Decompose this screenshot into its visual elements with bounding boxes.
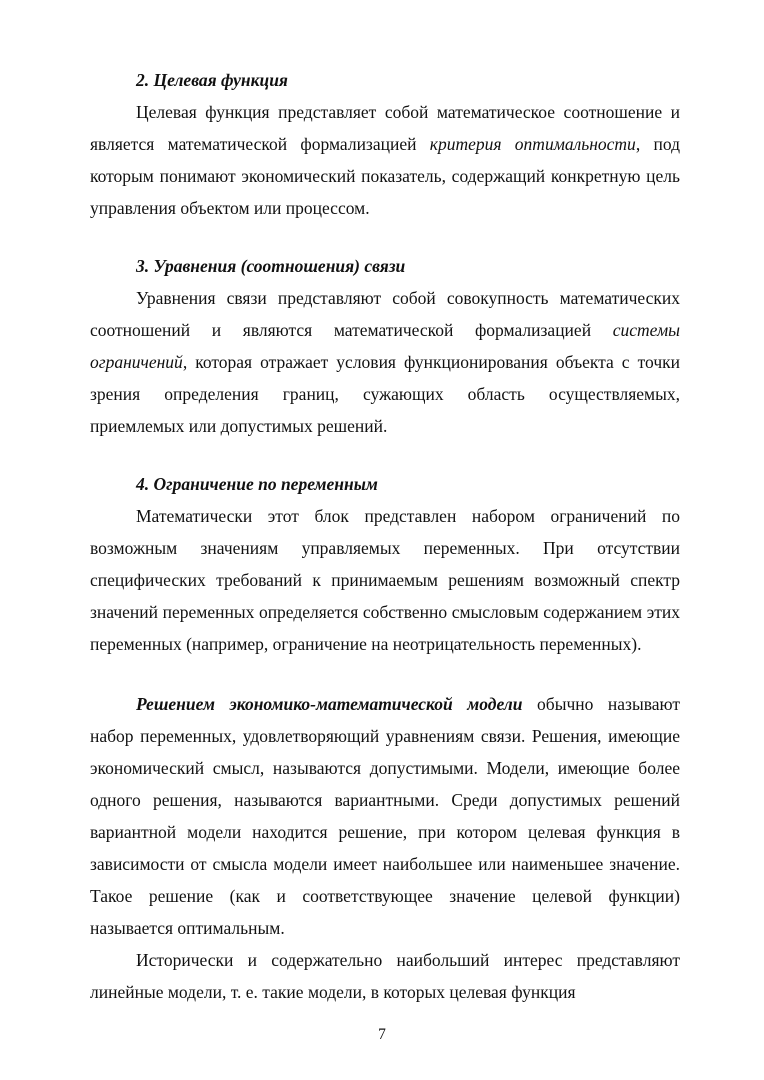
page-content (90, 64, 680, 1008)
section-heading-3: 3. Уравнения (соотношения) связи (136, 256, 406, 276)
paragraph-variable-constraints (90, 500, 680, 660)
text-segment: Математически этот блок представлен набором ограничений по возможным значениям управляемых переменных. При отсутствии специфических требований к принимаемым решениям возможный спектр значений переменных определяется собственно смысловым содержанием этих переменных (например, ограничение на неотрицательность переменных). (90, 506, 680, 654)
text-segment-italic: системы ограничений (90, 320, 680, 372)
text-segment: Уравнения связи представляют собой совокупность математических соотношений и являются математической формализацией (90, 288, 680, 340)
section-heading-2: 2. Целевая функция (136, 70, 288, 90)
page-number: 7 (378, 1026, 386, 1043)
paragraph-objective-function (90, 96, 680, 224)
text-segment: , под которым понимают экономический показатель, содержащий конкретную цель управления объектом или процессом. (90, 134, 681, 218)
paragraph-linear-models (90, 944, 680, 1008)
text-segment-italic: критерия оптимальности (429, 134, 636, 154)
paragraph-constraint-equations (90, 282, 680, 442)
text-segment: Целевая функция представляет собой математическое соотношение и является математической формализацией (90, 102, 680, 154)
text-segment: Исторически и содержательно наибольший интерес представляют линейные модели, т. е. такие модели, в которых целевая функция (90, 950, 680, 1002)
text-segment-bold-italic: Решением экономико-математической модели (136, 694, 523, 714)
paragraph-model-solution (90, 688, 680, 944)
text-segment: обычно называют набор переменных, удовлетворяющий уравнениям связи. Решения, имеющие экономический смысл, называются допустимыми. Модели, имеющие более одного решения, называются вариантными. Среди допустимых решений вариантной модели находится решение, при котором целевая функция в зависимости от смысла модели имеет наибольшее или наименьшее значение. Такое решение (как и соответствующее значение целевой функции) называется оптимальным. (90, 694, 681, 938)
text-segment: , которая отражает условия функционирования объекта с точки зрения определения границ, сужающих область осуществляемых, приемлемых или допустимых решений. (90, 352, 680, 436)
section-heading-4: 4. Ограничение по переменным (136, 474, 378, 494)
